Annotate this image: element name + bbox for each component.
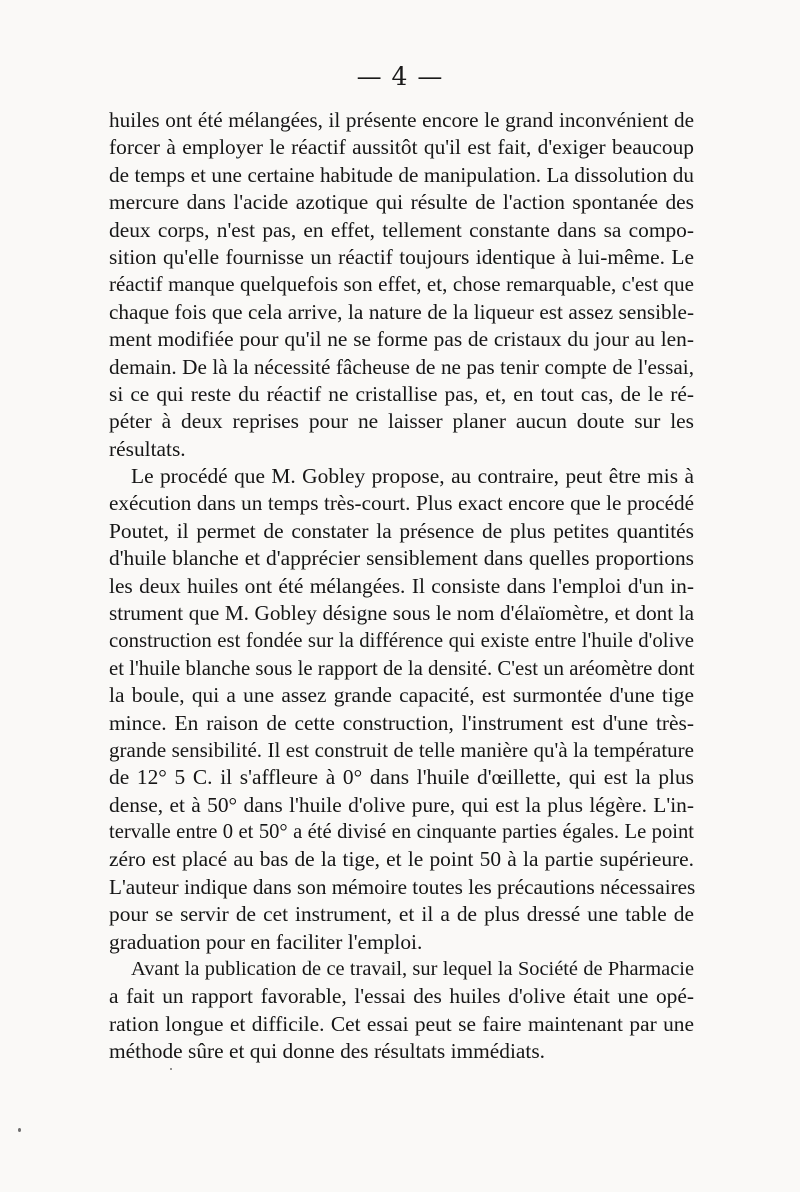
- paragraph-1: [109, 107, 694, 463]
- text-line: Le procédé que M. Gobley propose, au contraire, peut être mis à: [131, 464, 694, 488]
- text-line: de 12° 5 C. il s'affleure à 0° dans l'huile d'œillette, qui est la plus: [109, 765, 694, 790]
- text-line: ment modifiée pour qu'il ne se forme pas de cristaux du jour au len-: [109, 327, 694, 352]
- text-line: graduation pour en faciliter l'emploi.: [109, 929, 423, 954]
- paragraph-3: [109, 956, 694, 1066]
- text-line: de temps et une certaine habitude de manipulation. La dissolution du: [109, 162, 694, 187]
- text-line: pour se servir de cet instrument, et il a de plus dressé une table de: [109, 902, 694, 927]
- text-line: Poutet, il permet de constater la présence de plus petites quantités: [109, 518, 694, 543]
- text-line: deux corps, n'est pas, en effet, tellement constante dans sa compo-: [109, 217, 694, 242]
- text-line: tervalle entre 0 et 50° a été divisé en cinquante parties égales. Le point: [109, 821, 694, 844]
- text-line: demain. De là la nécessité fâcheuse de ne pas tenir compte de l'essai,: [109, 354, 694, 379]
- text-line: les deux huiles ont été mélangées. Il consiste dans l'emploi d'un in-: [109, 573, 694, 598]
- text-line: réactif manque quelquefois son effet, et, chose remarquable, c'est que: [109, 272, 694, 297]
- text-line: sition qu'elle fournisse un réactif toujours identique à lui-même. Le: [109, 244, 694, 269]
- text-line: mince. En raison de cette construction, l'instrument est d'une très-: [109, 710, 694, 735]
- text-line: ration longue et difficile. Cet essai peut se faire maintenant par une: [109, 1011, 694, 1036]
- paper-speck: [170, 1068, 172, 1070]
- text-line: L'auteur indique dans son mémoire toutes les précautions nécessaires: [109, 874, 696, 899]
- text-line: huiles ont été mélangées, il présente encore le grand inconvénient de: [109, 108, 694, 132]
- text-line: péter à deux reprises pour ne laisser planer aucun doute sur les: [109, 409, 694, 434]
- text-line: zéro est placé au bas de la tige, et le point 50 à la partie supérieure.: [109, 847, 694, 872]
- page-number: — 4 —: [356, 62, 444, 91]
- text-line: la boule, qui a une assez grande capacité, est surmontée d'une tige: [109, 683, 694, 708]
- text-line: construction est fondée sur la différence qui existe entre l'huile d'olive: [109, 629, 694, 653]
- text-line: si ce qui reste du réactif ne cristallise pas, et, en tout cas, de le ré-: [109, 381, 694, 406]
- text-line: mercure dans l'acide azotique qui résulte de l'action spontanée des: [109, 190, 694, 215]
- text-line: Avant la publication de ce travail, sur lequel la Société de Pharmacie: [131, 958, 694, 980]
- text-line: résultats.: [109, 436, 186, 461]
- text-line: chaque fois que cela arrive, la nature de la liqueur est assez sensible-: [109, 299, 694, 324]
- text-line: exécution dans un temps très-court. Plus exact encore que le procédé: [109, 491, 694, 516]
- text-line: grande sensibilité. Il est construit de telle manière qu'à la température: [109, 737, 694, 762]
- text-line: strument que M. Gobley désigne sous le nom d'élaïomètre, et dont la: [109, 600, 694, 625]
- paragraph-2: [109, 463, 694, 956]
- text-line: d'huile blanche et d'apprécier sensiblement dans quelles proportions: [109, 546, 694, 571]
- text-line: dense, et à 50° dans l'huile d'olive pure, qui est la plus légère. L'in-: [109, 792, 694, 817]
- paper-speck: [18, 1128, 21, 1132]
- text-line: forcer à employer le réactif aussitôt qu'il est fait, d'exiger beaucoup: [109, 135, 694, 160]
- text-line: et l'huile blanche sous le rapport de la densité. C'est un aréomètre dont: [109, 656, 695, 680]
- text-line: méthode sûre et qui donne des résultats immédiats.: [109, 1039, 546, 1064]
- text-line: a fait un rapport favorable, l'essai des huiles d'olive était une opé-: [109, 984, 694, 1009]
